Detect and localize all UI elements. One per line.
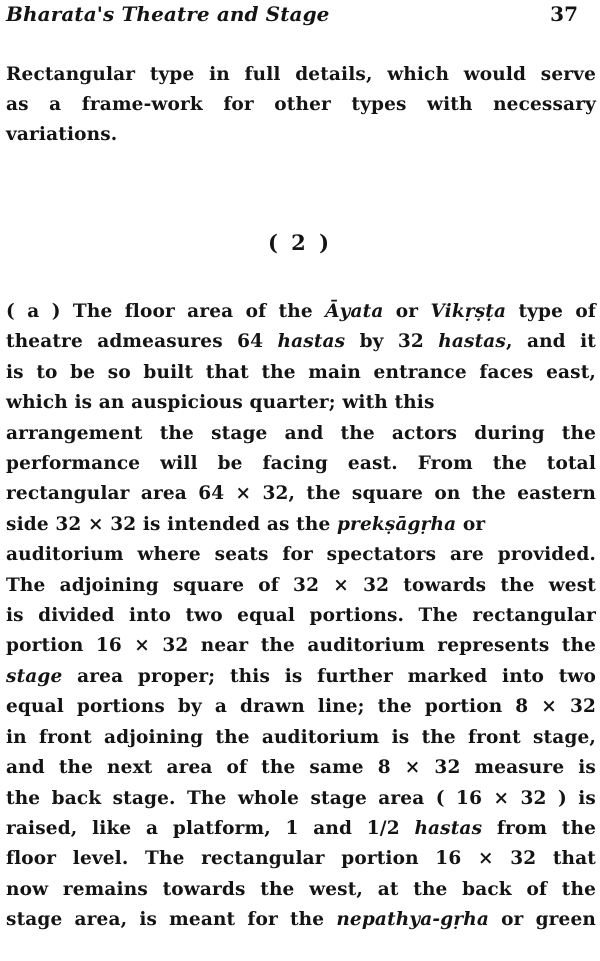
text-line: now remains towards the west, at the back of the — [6, 878, 596, 900]
text-line: ( a ) The floor area of the Āyata or Vikṛṣṭa type of — [6, 301, 596, 322]
text-line: is divided into two equal portions. The rectangular — [6, 605, 596, 627]
text-line: auditorium where seats for spectators are provided. — [6, 544, 596, 566]
text-line: as a frame-work for other types with necessary — [6, 94, 596, 116]
text-line: The adjoining square of 32 × 32 towards the west — [6, 574, 596, 596]
body-paragraph — [6, 297, 596, 936]
text-line: rectangular area 64 × 32, the square on the eastern — [6, 483, 596, 505]
text-line: the back stage. The whole stage area ( 16 × 32 ) is — [6, 787, 596, 809]
text-line: equal portions by a drawn line; the portion 8 × 32 — [6, 696, 596, 718]
intro-paragraph — [6, 60, 596, 151]
page-number: 37 — [550, 2, 578, 26]
text-line: performance will be facing east. From the total — [6, 453, 596, 475]
text-line: and the next area of the same 8 × 32 measure is — [6, 757, 596, 779]
section-heading: ( 2 ) — [267, 230, 333, 255]
running-title: Bharata's Theatre and Stage — [6, 2, 330, 26]
text-line: floor level. The rectangular portion 16 × 32 that — [6, 848, 596, 870]
text-line: raised, like a platform, 1 and 1/2 hastas from the — [6, 817, 596, 839]
text-line: is to be so built that the main entrance faces east, — [6, 361, 596, 383]
text-line: side 32 × 32 is intended as the prekṣāgṛha or — [6, 513, 486, 535]
text-line: stage area, is meant for the nepathya-gṛha or green — [6, 909, 596, 931]
page-header — [6, 2, 578, 32]
text-line: stage area proper; this is further marked into two — [6, 665, 596, 687]
text-line: in front adjoining the auditorium is the front stage, — [6, 726, 596, 748]
text-line: arrangement the stage and the actors during the — [6, 422, 596, 444]
text-line: variations. — [6, 124, 118, 146]
text-line: theatre admeasures 64 hastas by 32 hastas, and it — [6, 331, 596, 353]
text-line: which is an auspicious quarter; with this — [6, 392, 435, 414]
text-line: Rectangular type in full details, which would serve — [6, 64, 596, 85]
text-line: portion 16 × 32 near the auditorium represents the — [6, 635, 596, 657]
